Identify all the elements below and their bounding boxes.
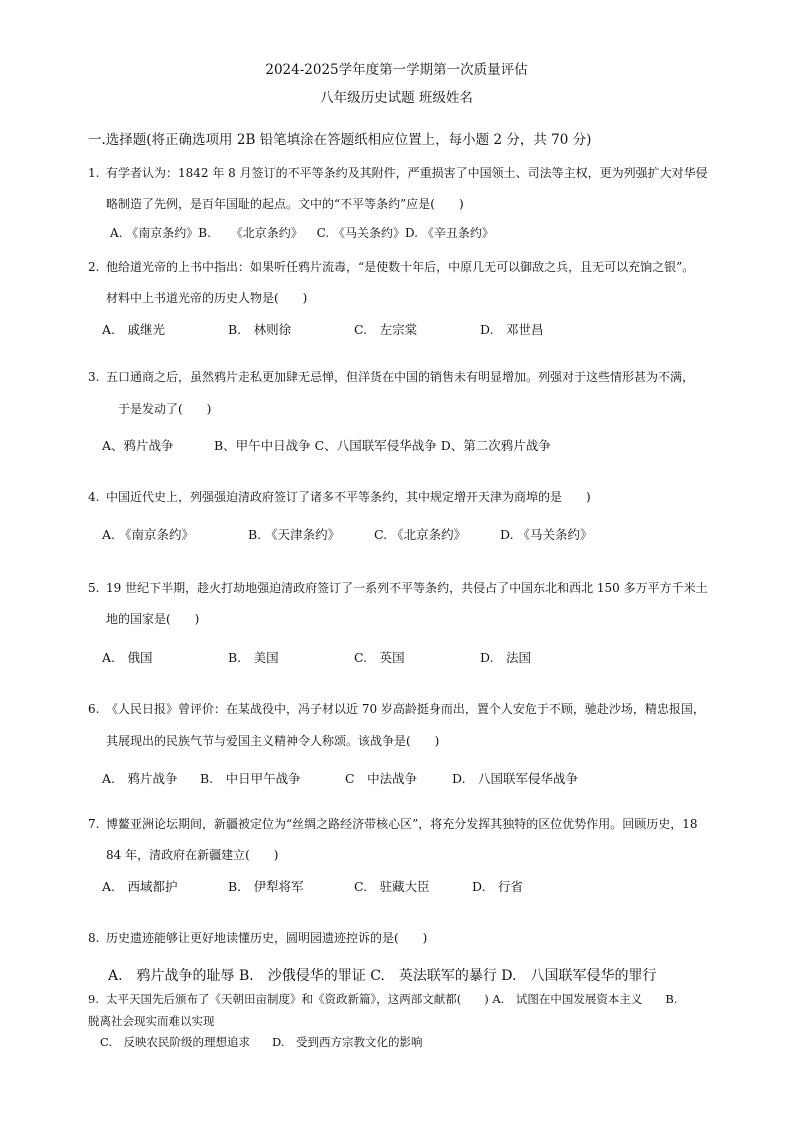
- question-5-line-1: [88, 582, 708, 594]
- question-text: 中国近代史上，列强强迫清政府签订了诸多不平等条约，其中规定增开天津为商埠的是 ): [106, 490, 591, 504]
- question-text: 博鳌亚洲论坛期间，新疆被定位为“丝绸之路经济带核心区”，将充分发挥其独特的区位优势作用。回顾历史，18: [106, 817, 698, 831]
- question-2-option-c: C. 左宗棠: [354, 322, 418, 337]
- question-2-line-1: [88, 261, 694, 273]
- question-text: 有学者认为：1842 年 8 月签订的不平等条约及其附件，严重损害了中国领土、司法等主权，更为列强扩大对华侵: [106, 166, 708, 180]
- question-7-line-1: [88, 818, 698, 830]
- question-text: 19 世纪下半期，趁火打劫地强迫清政府签订了一系列不平等条约，共侵占了中国东北和西北 150 多万平方千米土: [106, 581, 708, 595]
- question-1-line-2: 略制造了先例，是百年国耻的起点。文中的“不平等条约”应是( ): [106, 197, 464, 211]
- question-5-option-d: D. 法国: [480, 650, 532, 665]
- question-6-line-1: [88, 703, 705, 715]
- question-number: 1.: [88, 166, 100, 180]
- question-6-option-c: C 中法战争: [345, 771, 418, 786]
- question-7-option-c: C. 驻藏大臣: [354, 879, 430, 894]
- question-number: 6.: [88, 702, 100, 716]
- question-5-option-a: A. 俄国: [102, 650, 153, 665]
- question-7-option-a: A. 西域都护: [102, 879, 178, 894]
- question-2-option-d: D. 邓世昌: [480, 322, 544, 337]
- question-3-line-1: [88, 371, 694, 383]
- question-5-option-b: B. 美国: [228, 650, 279, 665]
- question-3-option-b: B、甲午中日战争 C、八国联军侵华战争 D、第二次鸦片战争: [214, 438, 551, 453]
- question-4-option-a: A. 《南京条约》: [102, 527, 194, 542]
- question-9-line-2: 脱离社会现实而难以实现: [88, 1014, 215, 1028]
- question-text: 太平天国先后颁布了《天朝田亩制度》和《资政新篇》，这两部文献都( ) A. 试图在中国发展资本主义 B.: [106, 992, 678, 1006]
- section-heading: 一.选择题(将正确选项用 2B 铅笔填涂在答题纸相应位置上，每小题 2 分，共 70 分): [88, 132, 592, 148]
- question-6-option-d: D. 八国联军侵华战争: [452, 771, 579, 786]
- option: A. 《南京条约》B.: [110, 226, 211, 240]
- question-5-option-c: C. 英国: [354, 650, 405, 665]
- question-5-line-2: 地的国家是( ): [106, 612, 200, 626]
- question-9-option-c: C. 反映农民阶级的理想追求: [100, 1035, 251, 1049]
- question-6-option-b: B. 中日甲午战争: [200, 771, 301, 786]
- question-1-options: [110, 227, 494, 239]
- question-7-line-2: 84 年，清政府在新疆建立( ): [106, 848, 279, 862]
- exam-title: 2024-2025学年度第一学期第一次质量评估: [265, 62, 528, 78]
- question-4-line-1: [88, 491, 591, 503]
- question-number: 8.: [88, 931, 100, 945]
- question-2-line-2: 材料中上书道光帝的历史人物是( ): [106, 291, 308, 305]
- question-text: 历史遗迹能够让更好地读懂历史，圆明园遗迹控诉的是( ): [106, 931, 428, 945]
- question-number: 2.: [88, 260, 100, 274]
- question-1-line-1: [88, 167, 708, 179]
- question-4-option-b: B. 《天津条约》: [248, 527, 341, 542]
- question-8-line-1: [88, 932, 427, 944]
- question-9-line-1: [88, 994, 677, 1006]
- question-text: 《人民日报》曾评价：在某战役中，冯子材以近 70 岁高龄挺身而出，置个人安危于不顾，驰赴沙场，精忠报国，: [106, 702, 705, 716]
- question-3-line-2: 于是发动了( ): [118, 402, 212, 416]
- question-number: 4.: [88, 490, 100, 504]
- question-2-option-b: B. 林则徐: [228, 322, 292, 337]
- question-4-option-d: D. 《马关条约》: [500, 527, 593, 542]
- question-6-option-a: A. 鸦片战争: [102, 771, 178, 786]
- question-7-option-d: D. 行省: [472, 879, 524, 894]
- question-number: 5.: [88, 581, 100, 595]
- question-9-option-d: D. 受到西方宗教文化的影响: [272, 1035, 423, 1049]
- exam-subtitle: 八年级历史试题 班级姓名: [320, 90, 473, 106]
- question-7-option-b: B. 伊犁将军: [228, 879, 304, 894]
- question-text: 五口通商之后，虽然鸦片走私更加肆无忌惮，但洋货在中国的销售未有明显增加。列强对于这些情形甚为不满，: [106, 370, 695, 384]
- question-number: 9.: [88, 992, 99, 1006]
- question-number: 3.: [88, 370, 100, 384]
- option: C. 《马关条约》D. 《辛丑条约》: [316, 226, 494, 240]
- question-number: 7.: [88, 817, 100, 831]
- option: 《北京条约》: [230, 226, 303, 240]
- question-3-option-a: A、鸦片战争: [102, 438, 174, 453]
- question-4-option-c: C. 《北京条约》: [374, 527, 467, 542]
- question-6-line-2: 其展现出的民族气节与爱国主义精神令人称颂。该战争是( ): [106, 734, 440, 748]
- question-8-options: A. 鸦片战争的耻辱 B. 沙俄侵华的罪证 C. 英法联军的暴行 D. 八国联军侵华的罪行: [108, 968, 657, 984]
- question-text: 他给道光帝的上书中指出：如果听任鸦片流毒，“是使数十年后，中原几无可以御敌之兵，且无可以充饷之银”。: [106, 260, 695, 274]
- question-2-option-a: A. 戚继光: [102, 322, 166, 337]
